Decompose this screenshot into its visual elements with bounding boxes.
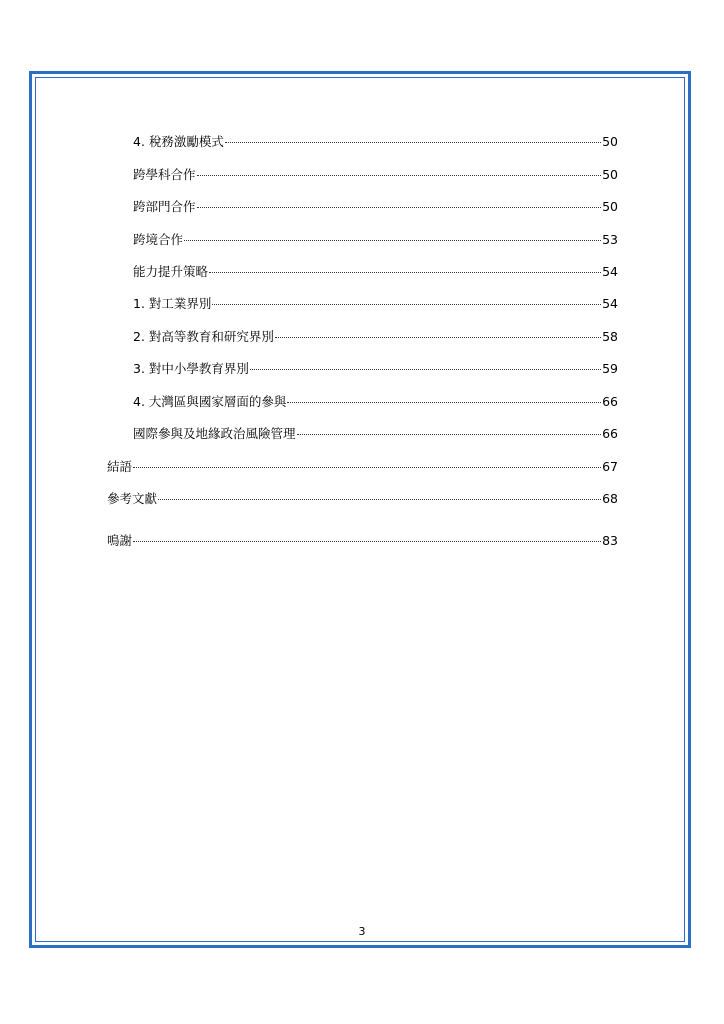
toc-entry-page: 66 <box>602 394 618 409</box>
toc-entry-page: 54 <box>602 296 618 311</box>
toc-entry-label: 跨學科合作 <box>133 167 196 182</box>
toc-dot-leader <box>225 142 601 143</box>
toc-entry-label: 2. 對高等教育和研究界別 <box>133 329 274 344</box>
toc-entry-page: 67 <box>602 459 618 474</box>
toc-dot-leader <box>133 541 601 542</box>
toc-entry-label: 國際參與及地緣政治風險管理 <box>133 426 296 441</box>
toc-entry-page: 50 <box>602 199 618 214</box>
toc-dot-leader <box>275 337 601 338</box>
toc-entry-page: 54 <box>602 264 618 279</box>
toc-dot-leader <box>197 175 602 176</box>
toc-entry[interactable] <box>133 133 618 151</box>
toc-entry[interactable] <box>133 198 618 216</box>
toc-entry-label: 跨境合作 <box>133 232 184 247</box>
toc-entry[interactable] <box>133 360 618 378</box>
toc-dot-leader <box>212 304 601 305</box>
page-number: 3 <box>358 925 366 938</box>
toc-entry-label: 參考文獻 <box>107 491 158 506</box>
toc-dot-leader <box>297 434 602 435</box>
toc-entry[interactable] <box>107 490 618 508</box>
toc-entry-page: 59 <box>602 361 618 376</box>
toc-dot-leader <box>209 272 601 273</box>
toc-entry-page: 66 <box>602 426 618 441</box>
toc-entry[interactable] <box>133 328 618 346</box>
toc-entry-page: 53 <box>602 232 618 247</box>
toc-entry-label: 跨部門合作 <box>133 199 196 214</box>
toc-entry-label: 能力提升策略 <box>133 264 209 279</box>
toc-entry[interactable] <box>133 393 618 411</box>
toc-dot-leader <box>158 499 601 500</box>
toc-entry[interactable] <box>133 263 618 281</box>
toc-entry[interactable] <box>107 532 618 550</box>
toc-entry[interactable] <box>107 458 618 476</box>
toc-entry-label: 4. 稅務激勵模式 <box>133 134 224 149</box>
toc-dot-leader <box>197 207 602 208</box>
toc-entry[interactable] <box>133 231 618 249</box>
toc-dot-leader <box>250 369 601 370</box>
toc-entry[interactable] <box>133 425 618 443</box>
toc-entry-label: 鳴謝 <box>107 533 133 548</box>
toc-entry-page: 68 <box>602 491 618 506</box>
toc-entry-label: 結語 <box>107 459 133 474</box>
toc-entry-page: 50 <box>602 134 618 149</box>
toc-dot-leader <box>287 402 601 403</box>
toc-dot-leader <box>184 240 601 241</box>
toc-dot-leader <box>133 467 601 468</box>
toc-entry-page: 58 <box>602 329 618 344</box>
toc-entry[interactable] <box>133 166 618 184</box>
toc-entry-page: 50 <box>602 167 618 182</box>
toc-entry-label: 1. 對工業界別 <box>133 296 212 311</box>
toc-entry[interactable] <box>133 295 618 313</box>
toc-entry-label: 4. 大灣區與國家層面的參與 <box>133 394 287 409</box>
toc-entry-page: 83 <box>602 533 618 548</box>
toc-entry-label: 3. 對中小學教育界別 <box>133 361 249 376</box>
